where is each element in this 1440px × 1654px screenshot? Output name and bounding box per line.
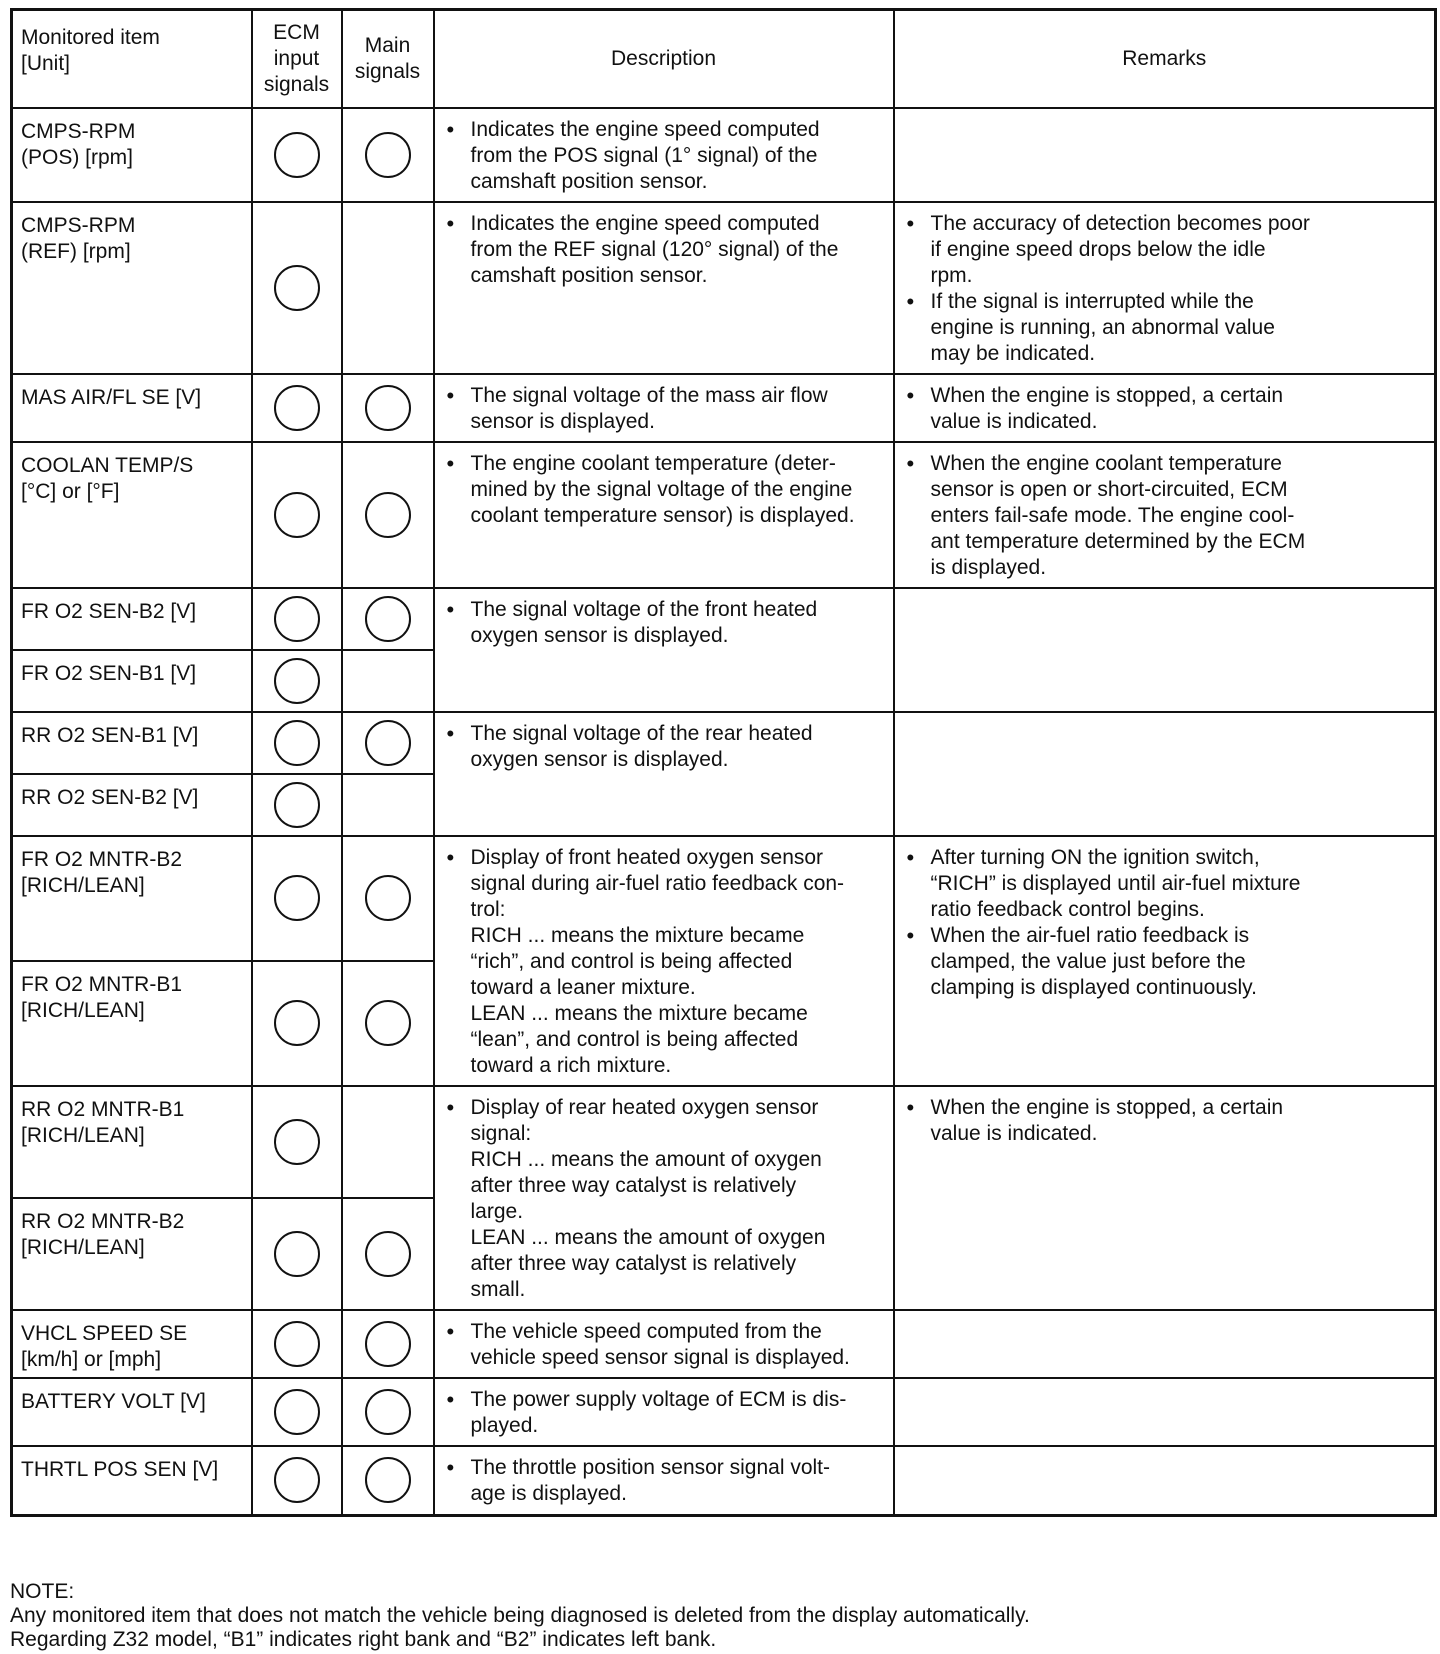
monitored-item-cell — [12, 588, 252, 650]
main-signal-cell — [342, 650, 434, 712]
main-signal-cell — [342, 836, 434, 961]
table-row — [12, 588, 1436, 650]
monitored-item-text: FR O2 SEN-B2 [V] — [21, 599, 197, 623]
description-cell-list — [443, 1095, 885, 1303]
bullet-line: • After turning ON the ignition switch, — [930, 845, 1260, 869]
bullet-line: • Display of front heated oxygen sensor — [470, 845, 824, 869]
table-row — [12, 374, 1436, 442]
monitored-item-text: CMPS-RPM — [21, 119, 136, 143]
bullet-line: value is indicated. — [930, 409, 1098, 433]
bullet-line: large. — [470, 1199, 524, 1223]
header-monitored-item — [12, 10, 252, 108]
bullet-line: after three way catalyst is relatively — [470, 1173, 797, 1197]
note-block — [10, 1580, 1430, 1652]
monitored-item-text: [RICH/LEAN] — [21, 1123, 145, 1147]
monitored-item-cell — [12, 961, 252, 1086]
bullet-line: value is indicated. — [930, 1121, 1098, 1145]
bullet-line: rpm. — [930, 263, 973, 287]
bullet-line: clamping is displayed continuously. — [930, 975, 1257, 999]
circle-mark-icon — [274, 596, 320, 642]
circle-mark-icon — [274, 782, 320, 828]
monitored-item-text: BATTERY VOLT [V] — [21, 1389, 206, 1413]
table-row — [12, 108, 1436, 202]
circle-mark-icon — [365, 385, 411, 431]
bullet-item — [443, 721, 885, 773]
header-text: signals — [263, 72, 330, 96]
monitored-item-cell — [12, 1446, 252, 1516]
circle-mark-icon — [365, 875, 411, 921]
bullet-line: “rich”, and control is being affected — [470, 949, 793, 973]
table-row — [12, 836, 1436, 961]
main-signal-cell — [342, 202, 434, 374]
bullet-item — [903, 211, 1427, 289]
header-ecm-input-signals — [252, 10, 342, 108]
bullet-item — [903, 451, 1427, 581]
remarks-cell — [894, 588, 1436, 712]
description-cell-list — [443, 451, 885, 529]
table-header-row — [12, 10, 1436, 108]
monitored-item-cell — [12, 1198, 252, 1310]
table-row — [12, 712, 1436, 774]
circle-mark-icon — [365, 720, 411, 766]
ecm-input-signal-cell — [252, 1086, 342, 1198]
remarks-cell — [894, 1310, 1436, 1378]
ecm-input-signal-cell — [252, 588, 342, 650]
main-signal-cell — [342, 588, 434, 650]
ecm-input-signal-cell — [252, 1310, 342, 1378]
description-cell — [434, 588, 894, 712]
bullet-line: LEAN ... means the amount of oxygen — [470, 1225, 826, 1249]
circle-mark-icon — [365, 1457, 411, 1503]
table-row — [12, 1310, 1436, 1378]
bullet-line: • The throttle position sensor signal volt- — [470, 1455, 831, 1479]
bullet-item — [443, 451, 885, 529]
main-signal-cell — [342, 961, 434, 1086]
header-text: input — [273, 46, 320, 70]
main-signal-cell — [342, 712, 434, 774]
bullet-item — [903, 289, 1427, 367]
header-remarks: Remarks — [894, 10, 1436, 108]
description-cell — [434, 108, 894, 202]
monitored-item-text: CMPS-RPM — [21, 213, 136, 237]
bullet-line: • The vehicle speed computed from the — [470, 1319, 822, 1343]
remarks-cell — [894, 836, 1436, 1086]
monitored-item-text: MAS AIR/FL SE [V] — [21, 385, 202, 409]
circle-mark-icon — [274, 720, 320, 766]
monitored-item-cell — [12, 836, 252, 961]
bullet-line: enters fail-safe mode. The engine cool- — [930, 503, 1295, 527]
bullet-line: vehicle speed sensor signal is displayed. — [470, 1345, 850, 1369]
bullet-line: • The signal voltage of the mass air flow — [470, 383, 828, 407]
ecm-input-signal-cell — [252, 442, 342, 588]
bullet-line: camshaft position sensor. — [470, 263, 708, 287]
bullet-line: age is displayed. — [470, 1481, 627, 1505]
bullet-line: ant temperature determined by the ECM — [930, 529, 1306, 553]
bullet-item — [903, 845, 1427, 923]
main-signal-cell — [342, 1310, 434, 1378]
bullet-line: RICH ... means the amount of oxygen — [470, 1147, 822, 1171]
description-cell-list — [443, 721, 885, 773]
circle-mark-icon — [274, 1231, 320, 1277]
monitored-item-text: [°C] or [°F] — [21, 479, 120, 503]
remarks-cell-list — [903, 845, 1427, 1001]
bullet-item — [903, 383, 1427, 435]
ecm-input-signal-cell — [252, 836, 342, 961]
bullet-item — [903, 1095, 1427, 1147]
table-row — [12, 1378, 1436, 1446]
description-cell — [434, 1310, 894, 1378]
monitored-item-cell — [12, 1086, 252, 1198]
bullet-line: • The signal voltage of the rear heated — [470, 721, 813, 745]
bullet-item — [443, 1319, 885, 1371]
monitor-item-table — [10, 8, 1437, 1517]
circle-mark-icon — [274, 1119, 320, 1165]
monitored-item-text: RR O2 SEN-B1 [V] — [21, 723, 199, 747]
ecm-input-signal-cell — [252, 374, 342, 442]
remarks-cell-list — [903, 451, 1427, 581]
remarks-cell — [894, 1086, 1436, 1310]
circle-mark-icon — [274, 492, 320, 538]
description-cell — [434, 442, 894, 588]
ecm-input-signal-cell — [252, 1446, 342, 1516]
main-signal-cell — [342, 442, 434, 588]
main-signal-cell — [342, 1198, 434, 1310]
header-text: signals — [354, 59, 421, 83]
remarks-cell — [894, 108, 1436, 202]
circle-mark-icon — [365, 1000, 411, 1046]
bullet-line: may be indicated. — [930, 341, 1096, 365]
bullet-line: • The power supply voltage of ECM is dis- — [470, 1387, 847, 1411]
description-cell-list — [443, 1387, 885, 1439]
bullet-line: sensor is open or short-circuited, ECM — [930, 477, 1288, 501]
bullet-item — [443, 1455, 885, 1507]
circle-mark-icon — [274, 1321, 320, 1367]
table-row — [12, 202, 1436, 374]
bullet-item — [443, 117, 885, 195]
main-signal-cell — [342, 1086, 434, 1198]
bullet-line: sensor is displayed. — [470, 409, 655, 433]
table-row — [12, 1446, 1436, 1516]
circle-mark-icon — [365, 1321, 411, 1367]
bullet-item — [443, 1095, 885, 1303]
ecm-input-signal-cell — [252, 1378, 342, 1446]
main-signal-cell — [342, 374, 434, 442]
bullet-line: clamped, the value just before the — [930, 949, 1246, 973]
description-cell — [434, 836, 894, 1086]
circle-mark-icon — [365, 1389, 411, 1435]
remarks-cell — [894, 202, 1436, 374]
bullet-line: after three way catalyst is relatively — [470, 1251, 797, 1275]
monitored-item-text: FR O2 MNTR-B2 — [21, 847, 183, 871]
circle-mark-icon — [365, 596, 411, 642]
bullet-line: toward a leaner mixture. — [470, 975, 696, 999]
remarks-cell — [894, 374, 1436, 442]
bullet-line: RICH ... means the mixture became — [470, 923, 805, 947]
main-signal-cell — [342, 774, 434, 836]
bullet-line: • The engine coolant temperature (deter- — [470, 451, 836, 475]
monitored-item-cell — [12, 108, 252, 202]
monitored-item-cell — [12, 442, 252, 588]
header-text: Main — [364, 33, 411, 57]
bullet-line: • The signal voltage of the front heated — [470, 597, 818, 621]
monitored-item-cell — [12, 650, 252, 712]
bullet-line: from the POS signal (1° signal) of the — [470, 143, 818, 167]
table-row — [12, 1086, 1436, 1198]
bullet-line: small. — [470, 1277, 526, 1301]
remarks-cell — [894, 442, 1436, 588]
description-cell-list — [443, 211, 885, 289]
monitored-item-text: FR O2 SEN-B1 [V] — [21, 661, 197, 685]
bullet-line: “lean”, and control is being affected — [470, 1027, 799, 1051]
bullet-line: • If the signal is interrupted while the — [930, 289, 1254, 313]
ecm-input-signal-cell — [252, 712, 342, 774]
monitored-item-text: COOLAN TEMP/S — [21, 453, 194, 477]
circle-mark-icon — [365, 492, 411, 538]
bullet-line: LEAN ... means the mixture became — [470, 1001, 808, 1025]
circle-mark-icon — [274, 265, 320, 311]
header-text: ECM — [273, 20, 320, 44]
bullet-line: from the REF signal (120° signal) of the — [470, 237, 839, 261]
monitored-item-cell — [12, 774, 252, 836]
note-line: Regarding Z32 model, “B1” indicates right bank and “B2” indicates left bank. — [10, 1628, 717, 1651]
description-cell-list — [443, 117, 885, 195]
monitored-item-cell — [12, 202, 252, 374]
bullet-line: • When the engine coolant temperature — [930, 451, 1282, 475]
monitored-item-text: RR O2 MNTR-B2 — [21, 1209, 185, 1233]
circle-mark-icon — [365, 1231, 411, 1277]
main-signal-cell — [342, 1446, 434, 1516]
circle-mark-icon — [274, 1389, 320, 1435]
bullet-line: toward a rich mixture. — [470, 1053, 672, 1077]
bullet-line: trol: — [470, 897, 506, 921]
main-signal-cell — [342, 108, 434, 202]
bullet-item — [443, 1387, 885, 1439]
bullet-line: camshaft position sensor. — [470, 169, 708, 193]
bullet-line: played. — [470, 1413, 539, 1437]
monitored-item-text: VHCL SPEED SE — [21, 1321, 188, 1345]
bullet-line: signal: — [470, 1121, 532, 1145]
header-text: Monitored item — [21, 26, 160, 49]
bullet-line: • When the engine is stopped, a certain — [930, 1095, 1284, 1119]
bullet-line: engine is running, an abnormal value — [930, 315, 1275, 339]
remarks-cell — [894, 712, 1436, 836]
monitored-item-cell — [12, 1378, 252, 1446]
header-description: Description — [434, 10, 894, 108]
bullet-line: is displayed. — [930, 555, 1047, 579]
monitored-item-text: [RICH/LEAN] — [21, 998, 145, 1022]
description-cell-list — [443, 845, 885, 1079]
bullet-line: coolant temperature sensor) is displayed. — [470, 503, 855, 527]
description-cell — [434, 202, 894, 374]
bullet-line: mined by the signal voltage of the engine — [470, 477, 853, 501]
ecm-input-signal-cell — [252, 202, 342, 374]
bullet-line: • When the engine is stopped, a certain — [930, 383, 1284, 407]
monitored-item-text: FR O2 MNTR-B1 — [21, 972, 183, 996]
remarks-cell — [894, 1446, 1436, 1516]
bullet-item — [903, 923, 1427, 1001]
header-main-signals — [342, 10, 434, 108]
bullet-line: • The accuracy of detection becomes poor — [930, 211, 1310, 235]
note-heading: NOTE: — [10, 1580, 75, 1603]
circle-mark-icon — [365, 132, 411, 178]
description-cell-list — [443, 383, 885, 435]
monitored-item-cell — [12, 374, 252, 442]
bullet-line: if engine speed drops below the idle — [930, 237, 1266, 261]
description-cell-list — [443, 1319, 885, 1371]
note-line: Any monitored item that does not match the vehicle being diagnosed is deleted from the display automatically. — [10, 1604, 1030, 1627]
header-text: [Unit] — [21, 52, 71, 75]
monitored-item-text: RR O2 SEN-B2 [V] — [21, 785, 199, 809]
monitored-item-text: RR O2 MNTR-B1 — [21, 1097, 185, 1121]
bullet-line: • Display of rear heated oxygen sensor — [470, 1095, 819, 1119]
monitored-item-text: [km/h] or [mph] — [21, 1347, 162, 1371]
bullet-item — [443, 383, 885, 435]
remarks-cell — [894, 1378, 1436, 1446]
bullet-line: • When the air-fuel ratio feedback is — [930, 923, 1250, 947]
ecm-input-signal-cell — [252, 108, 342, 202]
monitored-item-text: (POS) [rpm] — [21, 145, 134, 169]
ecm-input-signal-cell — [252, 1198, 342, 1310]
monitored-item-cell — [12, 712, 252, 774]
monitored-item-text: (REF) [rpm] — [21, 239, 131, 263]
remarks-cell-list — [903, 383, 1427, 435]
table-row — [12, 442, 1436, 588]
monitored-item-text: [RICH/LEAN] — [21, 873, 145, 897]
bullet-line: • Indicates the engine speed computed — [470, 117, 820, 141]
bullet-line: “RICH” is displayed until air-fuel mixture — [930, 871, 1301, 895]
description-cell — [434, 1378, 894, 1446]
bullet-line: ratio feedback control begins. — [930, 897, 1205, 921]
remarks-cell-list — [903, 1095, 1427, 1147]
circle-mark-icon — [274, 658, 320, 704]
bullet-line: • Indicates the engine speed computed — [470, 211, 820, 235]
bullet-item — [443, 845, 885, 1079]
remarks-cell-list — [903, 211, 1427, 367]
bullet-line: oxygen sensor is displayed. — [470, 623, 729, 647]
bullet-line: signal during air-fuel ratio feedback con- — [470, 871, 845, 895]
description-cell-list — [443, 1455, 885, 1507]
ecm-input-signal-cell — [252, 961, 342, 1086]
table-body — [12, 108, 1436, 1516]
main-signal-cell — [342, 1378, 434, 1446]
monitored-item-cell — [12, 1310, 252, 1378]
circle-mark-icon — [274, 385, 320, 431]
monitored-item-text: THRTL POS SEN [V] — [21, 1457, 219, 1481]
bullet-line: oxygen sensor is displayed. — [470, 747, 729, 771]
description-cell-list — [443, 597, 885, 649]
ecm-input-signal-cell — [252, 650, 342, 712]
bullet-item — [443, 597, 885, 649]
description-cell — [434, 712, 894, 836]
description-cell — [434, 1086, 894, 1310]
circle-mark-icon — [274, 875, 320, 921]
circle-mark-icon — [274, 132, 320, 178]
bullet-item — [443, 211, 885, 289]
description-cell — [434, 1446, 894, 1516]
circle-mark-icon — [274, 1457, 320, 1503]
ecm-input-signal-cell — [252, 774, 342, 836]
monitored-item-text: [RICH/LEAN] — [21, 1235, 145, 1259]
description-cell — [434, 374, 894, 442]
circle-mark-icon — [274, 1000, 320, 1046]
